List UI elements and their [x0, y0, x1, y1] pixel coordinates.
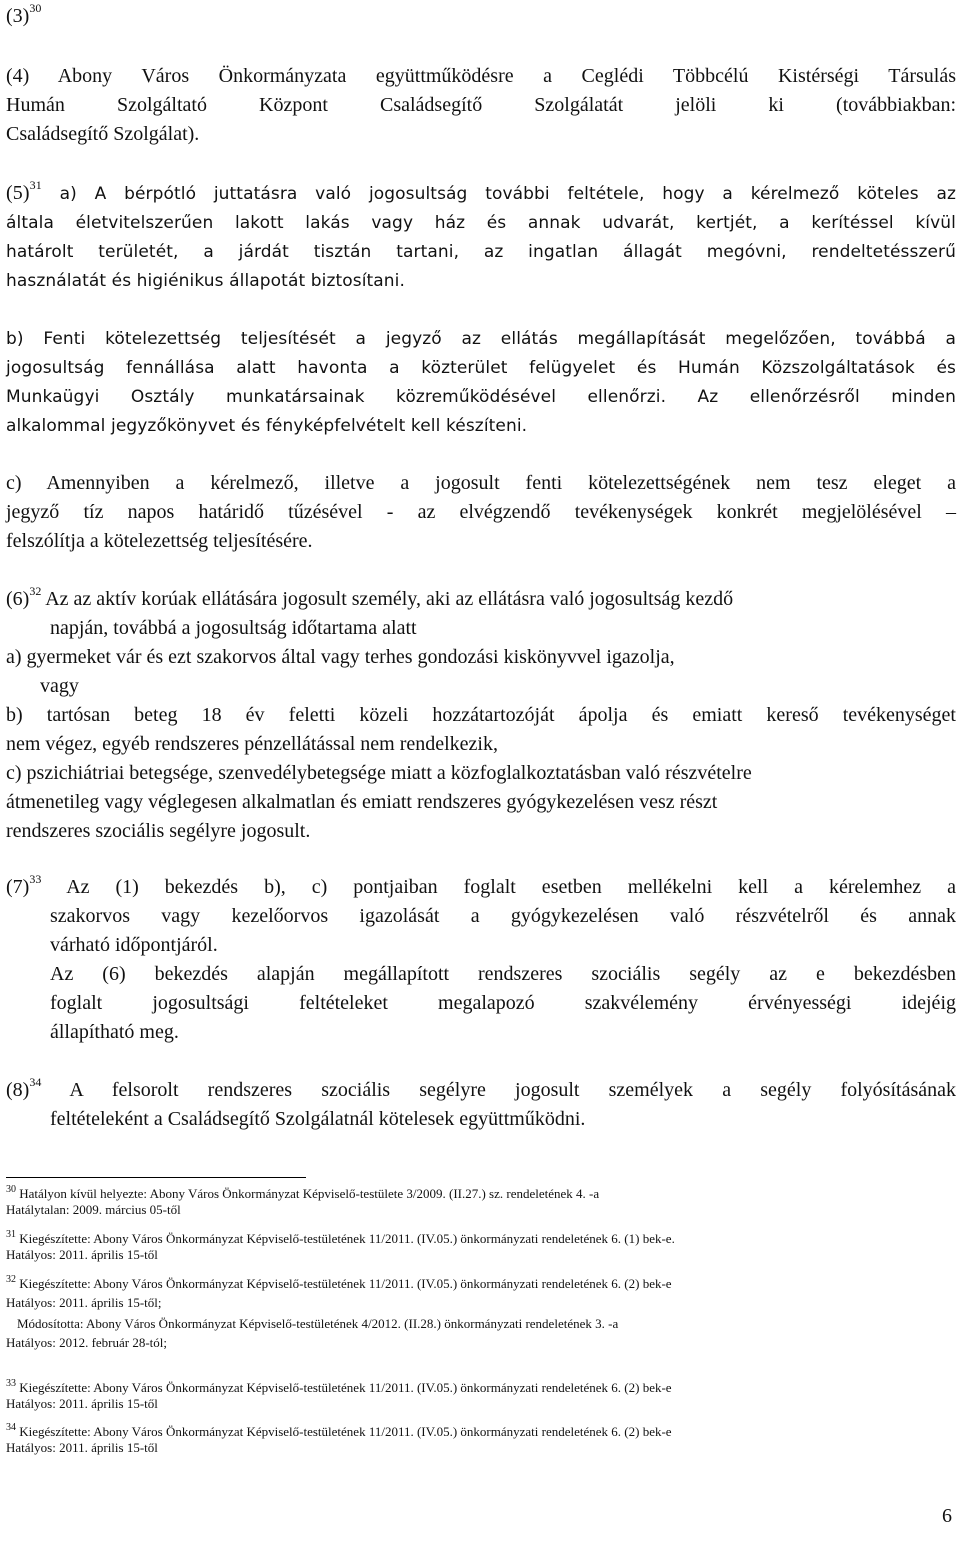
paragraph-5b-line-4: alkalommal jegyzőkönyvet és fényképfelvételt kell készíteni. — [6, 416, 528, 436]
paragraph-6-item-c-line-2: átmenetileg vagy véglegesen alkalmatlan és emiatt rendszeres gyógykezelésen vesz részt — [6, 791, 718, 813]
paragraph-6-line-1 — [6, 585, 956, 614]
paragraph-8-line-1 — [6, 1076, 956, 1105]
footnote-31-number: 31 — [6, 1229, 16, 1240]
paragraph-5c-line-2: jegyző tíz napos határidő tűzésével - az elvégzendő tevékenységek konkrét megjelölésével – — [6, 501, 956, 523]
footnote-32-number: 32 — [6, 1274, 16, 1285]
paragraph-5b — [6, 325, 956, 441]
paragraph-4-line-1: (4) Abony Város Önkormányzata együttműködésre a Ceglédi Többcélú Kistérségi Társulás — [6, 65, 956, 87]
footnote-32 — [6, 1276, 956, 1351]
footnote-ref-33: 33 — [29, 872, 42, 886]
paragraph-7-line-6: állapítható meg. — [50, 1021, 179, 1043]
paragraph-5c-line-3: felszólítja a kötelezettség teljesítésére. — [6, 530, 313, 552]
page-number: 6 — [942, 1505, 952, 1527]
paragraph-7-line-1 — [6, 873, 956, 902]
footnote-31 — [6, 1231, 956, 1263]
paragraph-5b-line-3: Munkaügyi Osztály munkatársainak közreműködésével ellenőrzi. Az ellenőrzésről minden — [6, 387, 956, 407]
footnote-32-line-1 — [6, 1276, 956, 1292]
paragraph-5b-line-1: b) Fenti kötelezettség teljesítését a jegyző az ellátás megállapítását megelőzően, továbbá a — [6, 329, 956, 349]
paragraph-6 — [6, 585, 956, 846]
footnote-31-line-1 — [6, 1231, 956, 1247]
footnote-33 — [6, 1380, 956, 1412]
footnote-34 — [6, 1424, 956, 1456]
footnote-30-line-2: Hatálytalan: 2009. március 05-től — [6, 1202, 181, 1217]
footnote-31-line-2: Hatályos: 2011. április 15-től — [6, 1247, 158, 1262]
footnote-32-text: Kiegészítette: Abony Város Önkormányzat Képviselő-testületének 11/2011. (IV.05.) önkormányzati rendeletének 6. (2) bek-e — [16, 1276, 672, 1291]
paragraph-7-line-3: várható időpontjáról. — [50, 934, 218, 956]
paragraph-6-text-1: Az az aktív korúak ellátására jogosult személy, aki az ellátásra való jogosultság kezdő — [41, 588, 734, 610]
paragraph-4 — [6, 62, 956, 149]
footnote-33-line-2: Hatályos: 2011. április 15-től — [6, 1396, 158, 1411]
paragraph-4-line-2: Humán Szolgáltató Központ Családsegítő Szolgálatát jelöli ki (továbbiakban: — [6, 94, 956, 116]
paragraph-8-text-1: A felsorolt rendszeres szociális segélyre jogosult személyek a segély folyósításának — [41, 1079, 956, 1101]
footnote-32-line-4: Hatályos: 2012. február 28-tól; — [6, 1335, 168, 1350]
footnote-30-text: Hatályon kívül helyezte: Abony Város Önkormányzat Képviselő-testülete 3/2009. (II.27.) sz. rendeletének 4. -a — [16, 1186, 600, 1201]
paragraph-5-label: (5) — [6, 182, 30, 204]
paragraph-5c-line-1: c) Amennyiben a kérelmező, illetve a jogosult fenti kötelezettségének nem tesz eleget a — [6, 472, 956, 494]
footnote-ref-30: 30 — [29, 1, 42, 15]
paragraph-3 — [6, 2, 956, 31]
paragraph-5a-line-4: használatát és higiénikus állapotát biztosítani. — [6, 271, 405, 291]
paragraph-5a-line-2: általa életvitelszerűen lakott lakás vagy ház és annak udvarát, kertjét, a kerítéssel kívül — [6, 213, 956, 233]
paragraph-6-item-c-line-1: c) pszichiátriai betegsége, szenvedélybetegsége miatt a közfoglalkoztatásban való részvételre — [6, 762, 752, 784]
paragraph-6-label: (6) — [6, 588, 30, 610]
paragraph-3-label: (3) — [6, 5, 30, 27]
footnote-ref-34: 34 — [29, 1075, 42, 1089]
footnote-34-line-1 — [6, 1424, 956, 1440]
footnote-30-line-1 — [6, 1186, 956, 1202]
footnote-30-number: 30 — [6, 1184, 16, 1195]
footnote-ref-32: 32 — [29, 584, 42, 598]
footnote-34-line-2: Hatályos: 2011. április 15-től — [6, 1440, 158, 1455]
paragraph-6-item-c-line-3: rendszeres szociális segélyre jogosult. — [6, 820, 311, 842]
footnote-ref-31: 31 — [29, 178, 42, 192]
footnote-separator — [6, 1177, 306, 1178]
paragraph-5a-line-3: határolt területét, a járdát tisztán tartani, az ingatlan állagát megóvni, rendeltetésszerű — [6, 242, 956, 262]
footnote-30 — [6, 1186, 956, 1218]
paragraph-6-item-a: a) gyermeket vár és ezt szakorvos által vagy terhes gondozási kiskönyvvel igazolja, — [6, 646, 675, 668]
footnote-33-line-1 — [6, 1380, 956, 1396]
paragraph-6-item-b-line-1: b) tartósan beteg 18 év feletti közeli hozzátartozóját ápolja és emiatt kereső tevékenységet — [6, 704, 956, 726]
footnote-33-number: 33 — [6, 1378, 16, 1389]
paragraph-6-or: vagy — [40, 675, 79, 697]
footnote-33-text: Kiegészítette: Abony Város Önkormányzat Képviselő-testületének 11/2011. (IV.05.) önkormányzati rendeletének 6. (2) bek-e — [16, 1380, 672, 1395]
paragraph-5b-line-2: jogosultság fennállása alatt havonta a közterület felügyelet és Humán Közszolgáltatások és — [6, 358, 956, 378]
footnote-32-line-2: Hatályos: 2011. április 15-től; — [6, 1295, 162, 1310]
footnote-31-text: Kiegészítette: Abony Város Önkormányzat Képviselő-testületének 11/2011. (IV.05.) önkormányzati rendeletének 6. (1) bek-e. — [16, 1231, 675, 1246]
footnote-32-line-3: Módosította: Abony Város Önkormányzat Képviselő-testületének 4/2012. (II.28.) önkormányzati rendeletének 3. -a — [17, 1316, 619, 1331]
paragraph-6-item-b-line-2: nem végez, egyéb rendszeres pénzellátással nem rendelkezik, — [6, 733, 498, 755]
paragraph-5a-line-1 — [6, 179, 956, 209]
paragraph-7-line-2: szakorvos vagy kezelőorvos igazolását a gyógykezelésen való részvételről és annak — [50, 905, 956, 927]
footnote-34-number: 34 — [6, 1422, 16, 1433]
paragraph-7 — [6, 873, 956, 1047]
paragraph-7-text-1: Az (1) bekezdés b), c) pontjaiban foglalt esetben mellékelni kell a kérelemhez a — [41, 876, 956, 898]
footnote-34-text: Kiegészítette: Abony Város Önkormányzat Képviselő-testületének 11/2011. (IV.05.) önkormányzati rendeletének 6. (2) bek-e — [16, 1424, 672, 1439]
paragraph-7-label: (7) — [6, 876, 30, 898]
paragraph-8 — [6, 1076, 956, 1134]
paragraph-7-line-4: Az (6) bekezdés alapján megállapított rendszeres szociális segély az e bekezdésben — [50, 963, 956, 985]
paragraph-6-line-2: napján, továbbá a jogosultság időtartama alatt — [50, 617, 417, 639]
paragraph-5a — [6, 179, 956, 296]
paragraph-4-line-3: Családsegítő Szolgálat). — [6, 123, 200, 145]
paragraph-5c — [6, 469, 956, 556]
paragraph-8-line-2: feltételeként a Családsegítő Szolgálatnál kötelesek együttműködni. — [50, 1108, 586, 1130]
paragraph-5a-text-1: a) A bérpótló juttatásra való jogosultság további feltétele, hogy a kérelmező köteles az — [41, 184, 956, 204]
paragraph-8-label: (8) — [6, 1079, 30, 1101]
paragraph-7-line-5: foglalt jogosultsági feltételeket megalapozó szakvélemény érvényességi idejéig — [50, 992, 956, 1014]
